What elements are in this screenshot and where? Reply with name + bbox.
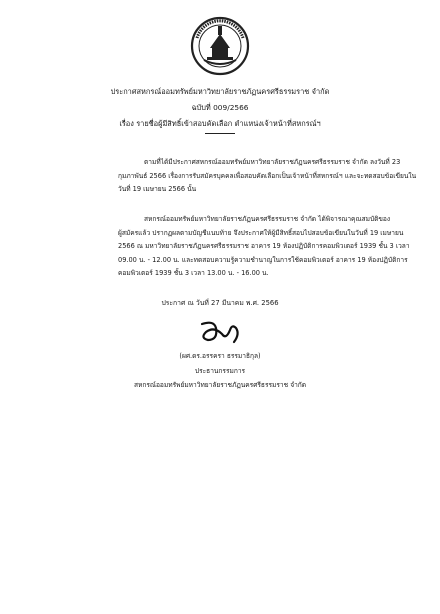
paragraph-line: สหกรณ์ออมทรัพย์มหาวิทยาลัยราชภัฏนครศรีธรรมราช จำกัด ได้พิจารณาคุณสมบัติของ <box>144 215 391 223</box>
title-divider <box>205 133 235 134</box>
paragraph-line: 09.00 น. - 12.00 น. และทดสอบความรู้ความชำนาญในการใช้คอมพิวเตอร์ อาคาร 19 ห้องปฏิบัติการ <box>118 255 408 264</box>
announcement-number: ฉบับที่ 009/2566 <box>191 103 249 112</box>
paragraph-line: คอมพิวเตอร์ 1939 ชั้น 3 เวลา 13.00 น. - 16.00 น. <box>118 269 269 278</box>
paragraph-line: ตามที่ได้มีประกาศสหกรณ์ออมทรัพย์มหาวิทยาลัยราชภัฏนครศรีธรรมราช จำกัด ลงวันที่ 23 <box>144 158 401 166</box>
signatory-organization: สหกรณ์ออมทรัพย์มหาวิทยาลัยราชภัฏนครศรีธรรมราช จำกัด <box>133 381 307 389</box>
paragraph-line: วันที่ 19 เมษายน 2566 นั้น <box>118 185 197 194</box>
document-title: ประกาศสหกรณ์ออมทรัพย์มหาวิทยาลัยราชภัฏนครศรีธรรมราช จำกัด <box>110 87 330 96</box>
paragraph-2 <box>118 213 410 281</box>
paragraph-line: ผู้สมัครแล้ว ปรากฏผลตามบัญชีแนบท้าย จึงประกาศให้ผู้มีสิทธิ์สอบไปสอบข้อเขียนในวันที่ 19 เมษายน <box>118 228 404 237</box>
paragraph-line: 2566 ณ มหาวิทยาลัยราชภัฏนครศรีธรรมราช อาคาร 19 ห้องปฏิบัติการคอมพิวเตอร์ 1939 ชั้น 3 เวลา <box>118 242 410 251</box>
paragraph-line: กุมภาพันธ์ 2566 เรื่องการรับสมัครบุคคลเพื่อสอบคัดเลือกเป็นเจ้าหน้าที่สหกรณ์ฯ และจะทดสอบข้อเขียนใน <box>118 171 417 180</box>
announcement-date: ประกาศ ณ วันที่ 27 มีนาคม พ.ศ. 2566 <box>161 299 279 307</box>
university-seal-icon <box>190 16 250 76</box>
paragraph-1 <box>118 156 417 197</box>
signatory-name: (ผศ.ดร.อรรครา ธรรมาธิกุล) <box>179 352 261 360</box>
signatory-position: ประธานกรรมการ <box>194 367 246 375</box>
signature-icon <box>196 318 244 348</box>
document-subject: เรื่อง รายชื่อผู้มีสิทธิ์เข้าสอบคัดเลือก ตำแหน่งเจ้าหน้าที่สหกรณ์ฯ <box>119 119 321 128</box>
